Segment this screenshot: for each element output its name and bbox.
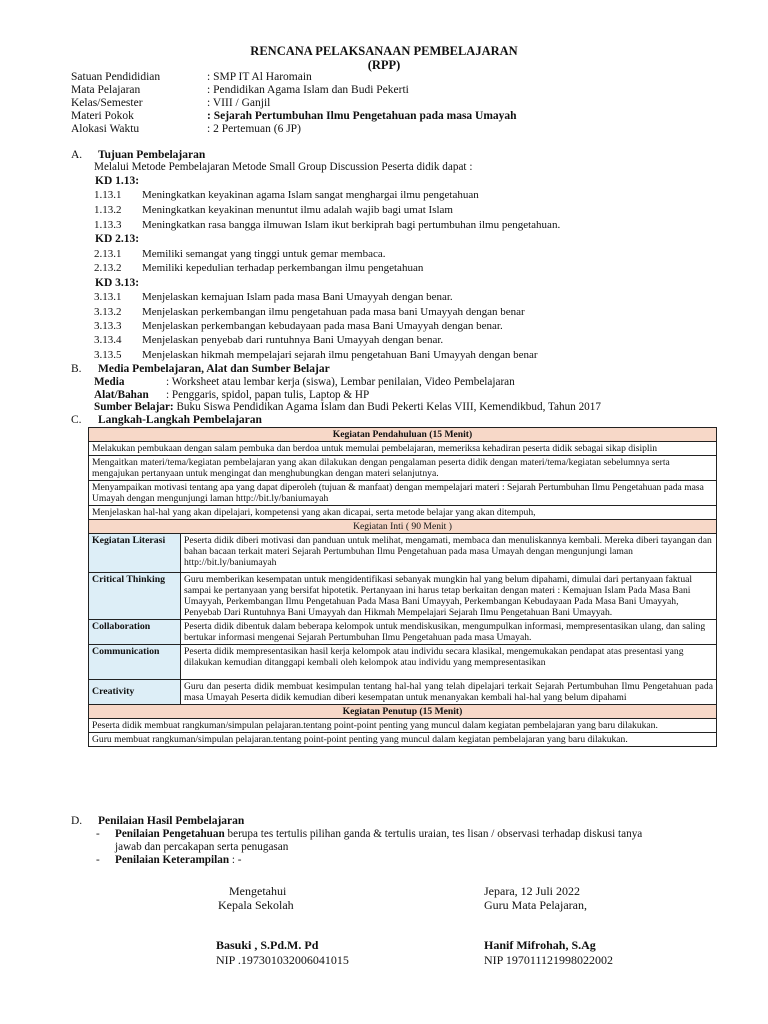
table-cell: Menyampaikan motivasi tentang apa yang dapat diperoleh (tujuan & manfaat) dengan mempelajari materi : Sejarah Pertumbuhan Ilmu Pengetahuan pada masa Umayah dengan mengunjungi laman http://bit.ly/baniumayah [89,481,717,506]
kd-label: KD 1.13: [95,175,140,187]
table-row [89,506,717,520]
alat-label: Alat/Bahan [94,389,149,401]
sign-left-name: Basuki , S.Pd.M. Pd [216,938,319,952]
indicator-number: 3.13.3 [94,320,122,332]
table-row [89,733,717,747]
indicator-text: Meningkatkan keyakinan menuntut ilmu adalah wajib bagi umat Islam [142,204,453,216]
indicator-number: 3.13.4 [94,334,122,346]
alat-value: : Penggaris, spidol, papan tulis, Laptop & HP [166,389,370,401]
table-row [89,705,717,719]
indicator-text: Menjelaskan penyebab dari runtuhnya Bani Umayyah dengan benar. [142,334,444,346]
section-title: Tujuan Pembelajaran [98,149,206,161]
penilaian-text: : - [229,854,242,866]
section-title: Media Pembelajaran, Alat dan Sumber Belajar [98,363,330,375]
media-value: : Worksheet atau lembar kerja (siswa), Lembar penilaian, Video Pembelajaran [166,376,515,388]
section-number: D. [71,815,83,827]
indicator-text: Menjelaskan perkembangan ilmu pengetahuan pada masa bani Umayyah dengan benar [142,306,525,318]
learning-steps-table [88,427,717,747]
table-row [89,573,717,620]
indicator-text: Meningkatkan keyakinan agama Islam sangat menghargai ilmu pengetahuan [142,189,479,201]
section-title: Penilaian Hasil Pembelajaran [98,815,245,827]
identity-value: : SMP IT Al Haromain [207,71,312,83]
sumber-row [94,401,601,414]
sign-right-nip: NIP 197011121998022002 [484,953,613,967]
sign-right-name: Hanif Mifrohah, S.Ag [484,938,596,952]
indicator-number: 3.13.1 [94,291,122,303]
activity-text: Guru memberikan kesempatan untuk mengidentifikasi sebanyak mungkin hal yang belum dipahami, dimulai dari pertanyaan faktual sampai ke pertanyaan yang bersifat hipotetik. Pertanyaan ini harus tetap berkaitan dengan materi : Kemajuan Islam Pada Masa Bani Umayyah, Perkembangan Ilmu Pengetahuan Pada Masa Bani Umayyah, Perkembangan Kebudayaan Pada Masa Bani Umayyah, Penyebab Dari Runtuhnya Bani Umayyah dan Hikmah Mempelajari Sejarah Ilmu Pengetahuan Bani Umayyah. [181,573,717,620]
penutup-header: Kegiatan Penutup (15 Menit) [89,705,717,719]
indicator-text: Menjelaskan hikmah mempelajari sejarah ilmu pengetahuan Bani Umayyah dengan benar [142,349,538,361]
table-row [89,645,717,680]
kd-label: KD 2.13: [95,233,140,245]
indicator-text: Memiliki semangat yang tinggi untuk gemar membaca. [142,248,386,260]
penilaian-pengetahuan [96,828,643,841]
activity-text: Guru dan peserta didik membuat kesimpulan tentang hal-hal yang telah dipelajari terkait Sejarah Pertumbuhan Ilmu Pengetahuan pada masa Umayah Peserta didik kemudian diberi kesempatan untuk menanyakan kembali hal-hal yang belum dipahami [181,680,717,705]
inti-header: Kegiatan Inti ( 90 Menit ) [89,520,717,534]
sumber-value: Buku Siswa Pendidikan Agama Islam dan Budi Pekerti Kelas VIII, Kemendikbud, Tahun 2017 [176,401,601,413]
identity-value: : Sejarah Pertumbuhan Ilmu Pengetahuan pada masa Umayah [207,110,517,122]
sumber-label: Sumber Belajar: [94,401,174,413]
sign-left-nip: NIP .197301032006041015 [216,953,349,967]
pendahuluan-header: Kegiatan Pendahuluan (15 Menit) [89,428,717,442]
table-row [89,481,717,506]
media-label: Media [94,376,125,388]
penilaian-label: Penilaian Keterampilan [115,854,230,866]
table-row [89,620,717,645]
table-cell: Mengaitkan materi/tema/kegiatan pembelajaran yang akan dilakukan dengan pengalaman peserta didik dengan materi/tema/kegiatan sebelumnya serta mengajukan pertanyaan untuk mengingat dan menghubungkan dengan materi selanjutnya. [89,456,717,481]
penilaian-continuation: jawab dan percakapan serta penugasan [115,841,289,853]
section-number: C. [71,414,82,426]
section-a-intro: Melalui Metode Pembelajaran Metode Small Group Discussion Peserta didik dapat : [94,161,473,173]
bullet-dash: - [96,828,100,840]
activity-label: Creativity [89,680,181,705]
identity-key: Materi Pokok [71,110,134,122]
document-title: RENCANA PELAKSANAAN PEMBELAJARAN [250,44,518,58]
document-subtitle: (RPP) [367,58,401,72]
table-row [89,428,717,442]
sign-left-line1: Mengetahui [229,884,287,898]
table-row [89,442,717,456]
activity-label: Critical Thinking [89,573,181,620]
table-row [89,456,717,481]
penilaian-text: berupa tes tertulis pilihan ganda & tertulis uraian, tes lisan / observasi terhadap diskusi tanya [224,828,643,840]
table-cell: Guru membuat rangkuman/simpulan pelajaran.tentang point-point penting yang muncul dalam kegiatan pembelajaran yang baru dilakukan. [89,733,717,747]
table-cell: Peserta didik membuat rangkuman/simpulan pelajaran.tentang point-point penting yang muncul dalam kegiatan pembelajaran yang baru dilakukan. [89,719,717,733]
table-row [89,680,717,705]
identity-value: : Pendidikan Agama Islam dan Budi Pekerti [207,84,409,96]
identity-key: Satuan Pendididian [71,71,161,83]
table-row [89,520,717,534]
identity-key: Kelas/Semester [71,97,143,109]
indicator-number: 2.13.1 [94,248,122,260]
activity-text: Peserta didik mempresentasikan hasil kerja kelompok atau individu secara klasikal, mengemukakan pendapat atas presentasi yang dilakukan kemudian ditanggapi kembali oleh kelompok atau individu yang mempresentasikan [181,645,717,680]
section-title: Langkah-Langkah Pembelajaran [98,414,262,426]
identity-value: : VIII / Ganjil [207,97,271,109]
indicator-text: Meningkatkan rasa bangga ilmuwan Islam ikut berkiprah bagi pertumbuhan ilmu pengetahuan. [142,219,561,231]
indicator-number: 3.13.2 [94,306,122,318]
table-row [89,534,717,573]
identity-key: Mata Pelajaran [71,84,141,96]
indicator-text: Memiliki kepedulian terhadap perkembangan ilmu pengetahuan [142,262,424,274]
indicator-text: Menjelaskan kemajuan Islam pada masa Bani Umayyah dengan benar. [142,291,453,303]
penilaian-keterampilan [96,854,242,867]
activity-label: Kegiatan Literasi [89,534,181,573]
identity-value: : 2 Pertemuan (6 JP) [207,123,301,135]
indicator-number: 1.13.1 [94,189,122,201]
activity-text: Peserta didik dibentuk dalam beberapa kelompok untuk mendiskusikan, mengumpulkan informasi, mempresentasikan ulang, dan saling bertukar informasi mengenai Sejarah Pertumbuhan Ilmu Pengetahuan pada masa Umayah. [181,620,717,645]
activity-text: Peserta didik diberi motivasi dan panduan untuk melihat, mengamati, membaca dan menuliskannya kembali. Mereka diberi tayangan dan bahan bacaan terkait materi Sejarah Pertumbuhan Ilmu Pengetahuan pada masa Umayah dengan mengunjungi laman http://bit.ly/baniumayah [181,534,717,573]
table-row [89,719,717,733]
indicator-text: Menjelaskan perkembangan kebudayaan pada masa Bani Umayyah dengan benar. [142,320,503,332]
sign-right-line1: Jepara, 12 Juli 2022 [484,884,580,898]
indicator-number: 1.13.2 [94,204,122,216]
kd-label: KD 3.13: [95,277,140,289]
section-number: B. [71,363,82,375]
activity-label: Collaboration [89,620,181,645]
bullet-dash: - [96,854,100,866]
table-cell: Menjelaskan hal-hal yang akan dipelajari, kompetensi yang akan dicapai, serta metode belajar yang akan ditempuh, [89,506,717,520]
penilaian-label: Penilaian Pengetahuan [115,828,225,840]
media-row [94,376,515,389]
identity-key: Alokasi Waktu [71,123,140,135]
indicator-number: 2.13.2 [94,262,122,274]
table-cell: Melakukan pembukaan dengan salam pembuka dan berdoa untuk memulai pembelajaran, memeriksa kehadiran peserta didik sebagai sikap disiplin [89,442,717,456]
section-number: A. [71,149,83,161]
sign-right-line2: Guru Mata Pelajaran, [484,898,587,912]
activity-label: Communication [89,645,181,680]
sign-left-line2: Kepala Sekolah [218,898,294,912]
indicator-number: 3.13.5 [94,349,122,361]
indicator-number: 1.13.3 [94,219,122,231]
